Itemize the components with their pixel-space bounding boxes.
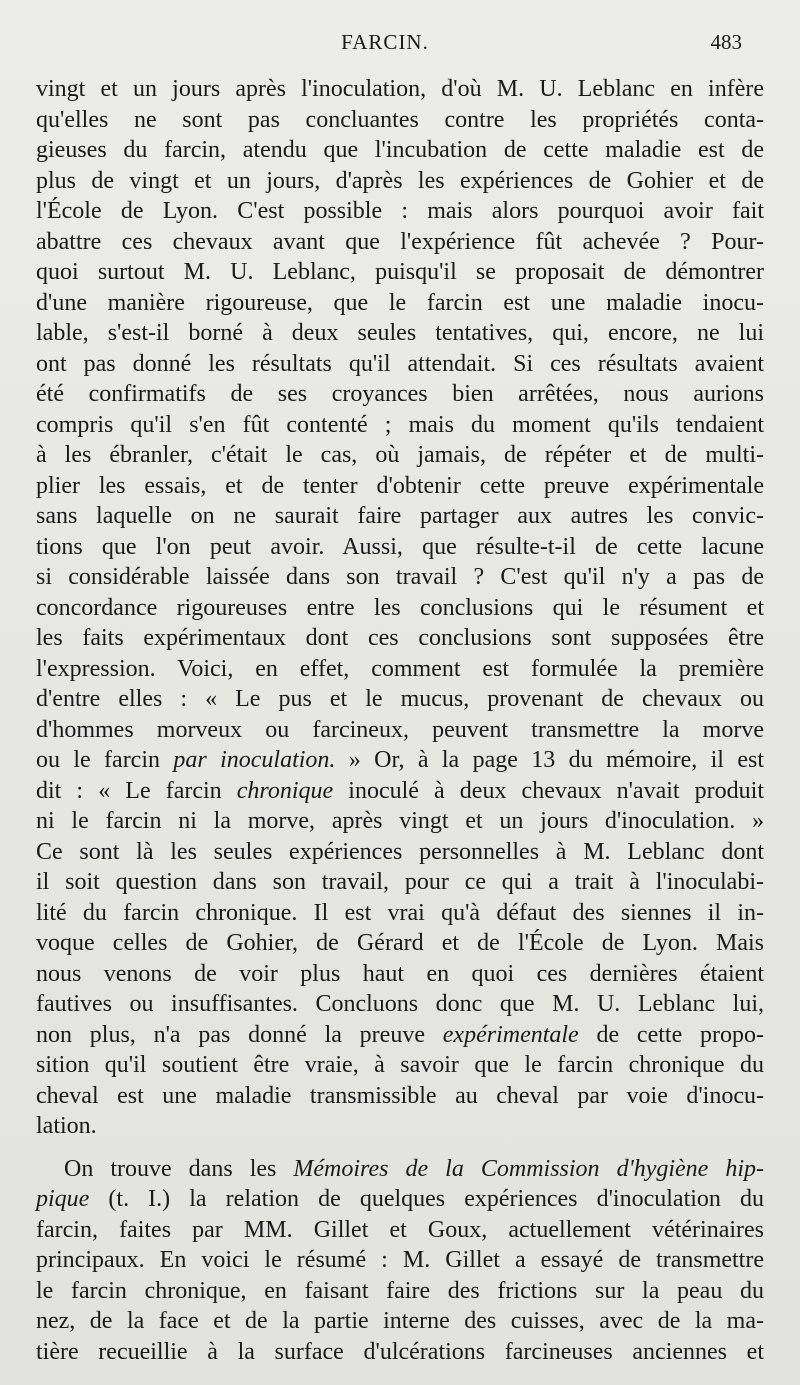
text-line [36, 623, 764, 654]
text-run: sition qu'il soutient être vraie, à savoir que le farcin chronique du [36, 1052, 764, 1078]
text-run: voque celles de Gohier, de Gérard et de l'École de Lyon. Mais [36, 930, 764, 956]
text-run: à les ébranler, c'était le cas, où jamais, de répéter et de multi- [36, 442, 764, 468]
text-run: (t. I.) la relation de quelques expériences d'inoculation du [89, 1186, 764, 1212]
text-line [36, 593, 764, 624]
text-run: fautives ou insuffisantes. Concluons donc que M. U. Leblanc lui, [36, 991, 764, 1017]
text-line [36, 1337, 764, 1368]
text-run: quoi surtout M. U. Leblanc, puisqu'il se proposait de démontrer [36, 259, 764, 285]
text-run: si considérable laissée dans son travail ? C'est qu'il n'y a pas de [36, 564, 764, 590]
paragraph-2 [36, 1154, 764, 1368]
text-line [36, 1306, 764, 1337]
text-run: farcin, faites par MM. Gillet et Goux, actuellement vétérinaires [36, 1216, 764, 1243]
text-run: l'École de Lyon. C'est possible : mais alors pourquoi avoir fait [36, 198, 764, 224]
text-line [36, 928, 764, 959]
text-run: qu'elles ne sont pas concluantes contre les propriétés conta- [36, 106, 764, 133]
text-line [36, 135, 764, 166]
text-line [36, 898, 764, 929]
text-line [36, 1276, 764, 1307]
text-run: été confirmatifs de ses croyances bien arrêtées, nous aurions [36, 381, 764, 407]
text-run: abattre ces chevaux avant que l'expérience fût achevée ? Pour- [36, 228, 764, 255]
italic-text: Mémoires de la Commission d'hygiène hip- [293, 1155, 765, 1182]
running-head [0, 30, 800, 60]
text-line [36, 562, 764, 593]
text-run: inoculé à deux chevaux n'avait produit [333, 777, 764, 804]
text-line [36, 471, 764, 502]
text-run: lité du farcin chronique. Il est vrai qu'à défaut des siennes il in- [36, 899, 764, 926]
text-line [36, 959, 764, 990]
text-line [36, 1245, 764, 1276]
text-run: il soit question dans son travail, pour ce qui a trait à l'inoculabi- [36, 869, 764, 895]
text-run: principaux. En voici le résumé : M. Gillet a essayé de transmettre [36, 1247, 764, 1273]
text-run: cheval est une maladie transmissible au cheval par voie d'inocu- [36, 1082, 764, 1109]
paragraph-1 [36, 74, 764, 1142]
text-run: tions que l'on peut avoir. Aussi, que résulte-t-il de cette lacune [36, 533, 764, 560]
text-run: concordance rigoureuses entre les conclusions qui le résument et [36, 594, 764, 621]
text-run: vingt et un jours après l'inoculation, d'où M. U. Leblanc en infère [36, 76, 764, 102]
text-run: ont pas donné les résultats qu'il attendait. Si ces résultats avaient [36, 350, 764, 377]
text-line [36, 166, 764, 197]
text-run: ou le farcin [36, 747, 174, 773]
text-run: d'hommes morveux ou farcineux, peuvent transmettre la morve [36, 716, 764, 743]
italic-text: par inoculation. [173, 747, 336, 773]
text-line [36, 776, 764, 807]
text-run: » Or, à la page 13 du mémoire, il est [335, 747, 764, 773]
text-line [36, 318, 764, 349]
text-line [36, 745, 764, 776]
text-line [36, 196, 764, 227]
text-run: sans laquelle on ne saurait faire partager aux autres les convic- [36, 503, 764, 529]
text-line [36, 501, 764, 532]
text-run: de cette propo- [578, 1021, 764, 1048]
text-line [36, 715, 764, 746]
text-line [36, 1154, 764, 1185]
text-run: d'une manière rigoureuse, que le farcin est une maladie inocu- [36, 289, 764, 316]
text-line [36, 1020, 764, 1051]
text-line [36, 654, 764, 685]
text-line [36, 532, 764, 563]
page-number: 483 [710, 30, 742, 54]
paragraph-gap [36, 1142, 764, 1154]
text-line [36, 227, 764, 258]
text-run: non plus, n'a pas donné la preuve [36, 1021, 443, 1048]
text-line [36, 288, 764, 319]
text-line [36, 1184, 764, 1215]
text-run: compris qu'il s'en fût contenté ; mais du moment qu'ils tendaient [36, 411, 764, 438]
text-run: gieuses du farcin, atendu que l'incubation de cette maladie est de [36, 137, 764, 163]
text-line [36, 349, 764, 380]
italic-text: pique [36, 1186, 90, 1212]
text-run: On trouve dans les [64, 1155, 294, 1182]
text-line [36, 74, 764, 105]
text-line [36, 1111, 764, 1142]
running-title: FARCIN. [341, 30, 429, 54]
text-line [36, 105, 764, 136]
text-line [36, 989, 764, 1020]
text-run: lable, s'est-il borné à deux seules tentatives, qui, encore, ne lui [36, 320, 764, 346]
text-run: plier les essais, et de tenter d'obtenir cette preuve expérimentale [36, 472, 764, 499]
text-run: ni le farcin ni la morve, après vingt et un jours d'inoculation. » [36, 808, 764, 834]
text-run: tière recueillie à la surface d'ulcérations farcineuses anciennes et [36, 1338, 764, 1365]
text-line [36, 1081, 764, 1112]
text-run: plus de vingt et un jours, d'après les expériences de Gohier et de [36, 167, 764, 194]
text-line [36, 379, 764, 410]
text-line [36, 440, 764, 471]
text-line [36, 684, 764, 715]
text-run: d'entre elles : « Le pus et le mucus, provenant de chevaux ou [36, 686, 764, 712]
text-line [36, 837, 764, 868]
text-run: l'expression. Voici, en effet, comment est formulée la première [36, 655, 764, 682]
text-line [36, 867, 764, 898]
text-run: dit : « Le farcin [36, 777, 237, 804]
text-run: Ce sont là les seules expériences personnelles à M. Leblanc dont [36, 838, 764, 865]
text-line [36, 257, 764, 288]
text-run: le farcin chronique, en faisant faire des frictions sur la peau du [36, 1277, 764, 1304]
italic-text: chronique [236, 777, 334, 804]
text-line [36, 806, 764, 837]
text-line [36, 410, 764, 441]
text-line [36, 1050, 764, 1081]
text-line [36, 1215, 764, 1246]
text-run: nez, de la face et de la partie interne des cuisses, avec de la ma- [36, 1308, 764, 1334]
italic-text: expérimentale [442, 1021, 579, 1048]
text-run: lation. [36, 1113, 97, 1139]
body-text [36, 74, 764, 1367]
text-run: nous venons de voir plus haut en quoi ces dernières étaient [36, 960, 764, 987]
text-run: les faits expérimentaux dont ces conclusions sont supposées être [36, 625, 764, 651]
